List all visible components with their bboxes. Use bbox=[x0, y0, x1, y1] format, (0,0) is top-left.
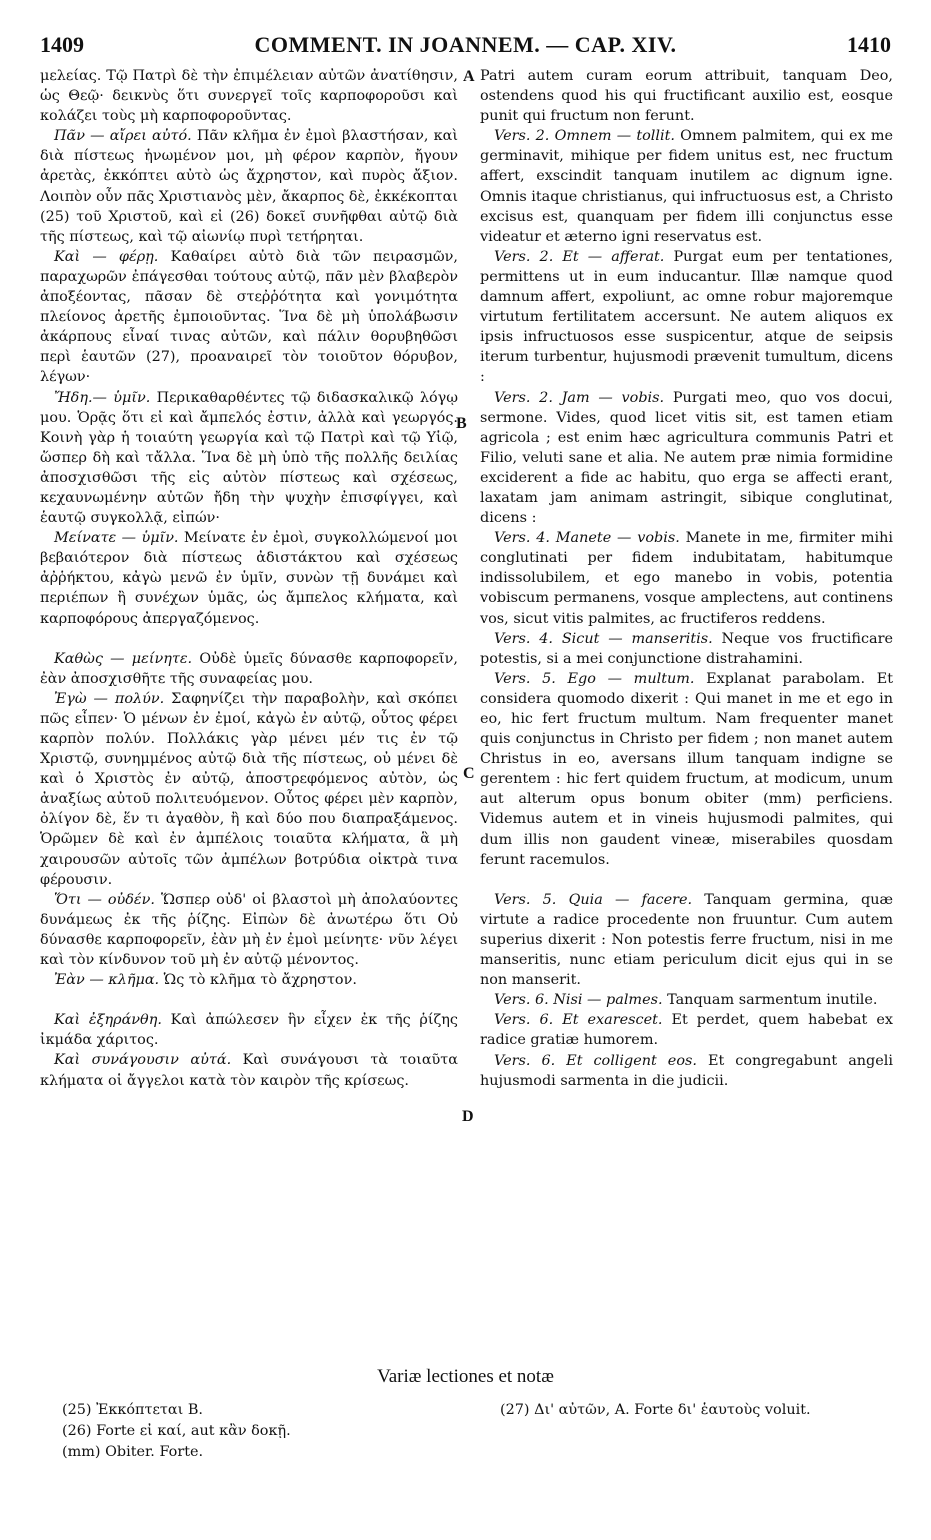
paragraph-text: Οὐδὲ ὑμεῖς δύνασθε καρποφορεῖν, ἐὰν ἀποσχισθῆτε τῆς συναφείας μου. bbox=[40, 650, 458, 687]
paragraph-text: Καὶ ἀπώλεσεν ἣν εἶχεν ἐκ τῆς ῥίζης ἰκμάδα χάριτος. bbox=[40, 1012, 458, 1049]
latin-paragraph bbox=[480, 1051, 893, 1091]
latin-paragraph bbox=[480, 669, 893, 870]
greek-paragraph bbox=[40, 890, 458, 970]
paragraph-text: Σαφηνίζει τὴν παραβολὴν, καὶ σκόπει πῶς εἶπεν· Ὁ μένων ἐν ἐμοί, κἀγὼ ἐν αὐτῷ, οὗτος φέρει καρπὸν πολύν. Πολλάκις γὰρ μένει μέν τις ἐν τῷ Χριστῷ, συνημμένος αὐτῷ διὰ τῆς πίστεως, οὐ μένει δὲ καὶ ὁ Χριστὸς ἐν αὐτῷ, ἀποστρεφόμενος αὐτὸν, ὡς ἀναξίως αὐτοῦ πολιτευόμενον. Οὗτος φέρει μὲν καρπὸν, ὀλίγον δὲ, ἕν τι ἀγαθὸν, ἢ καὶ δύο που διαπραξάμενος. Ὁρῶμεν δὲ καὶ ἐν ἀμπέλοις τοιαῦτα κλήματα, ἃ μὴ χαιρουσῶν αὐτοῖς τῶν ἀμπέλων βοτρύδια οἰκτρὰ τινα φέρουσιν. bbox=[40, 690, 458, 888]
latin-paragraph bbox=[480, 1010, 893, 1050]
greek-paragraph bbox=[40, 247, 458, 388]
greek-paragraph bbox=[40, 66, 458, 126]
page-number-right: 1410 bbox=[847, 32, 891, 57]
running-header bbox=[40, 30, 891, 60]
paragraph-text: Et congregabunt angeli hujusmodi sarmenta in die judicii. bbox=[480, 1052, 893, 1089]
lemma: Ἐγὼ — πολύν. bbox=[54, 690, 165, 707]
paragraph-text: Μείνατε ἐν ἐμοὶ, συγκολλώμενοί μοι βεβαιότερον διὰ πίστεως ἀδιστάκτου καὶ σχέσεως ἀῤῥήκτου, κἀγὼ μενῶ ἐν ὑμῖν, συνὼν τῇ δυνάμει καὶ περιέπων ἢ συνέχων ὑμᾶς, ὡς ἄμπελος κλήματα, καὶ καρποφόρους ἀπεργαζόμενος. bbox=[40, 530, 458, 627]
lemma: Vers. 5. Ego — multum. bbox=[494, 670, 695, 687]
paragraph-text: Purgat eum per tentationes, permittens ut in eum inducantur. Illæ namque quod damnum affert, expoliunt, ac omne robur majoremque virtutum fertilitatem accersunt. Ne autem aliquos ex ipsis infructuosos esse suspicentur, atque de seipsis iterum turbentur, hujusmodi prævenit tumultum, dicens : bbox=[480, 248, 893, 386]
lemma: Καὶ ἐξηράνθη. bbox=[54, 1012, 162, 1029]
latin-paragraph bbox=[480, 629, 893, 669]
footnote: (mm) Obiter. Forte. bbox=[62, 1444, 204, 1460]
paragraph-text: Neque vos fructificare potestis, si a mei conjunctione distrahamini. bbox=[480, 630, 894, 667]
greek-paragraph bbox=[40, 649, 458, 689]
greek-paragraph bbox=[40, 689, 458, 890]
lemma: Καθὼς — μείνητε. bbox=[54, 650, 193, 667]
paragraph-text: μελείας. Τῷ Πατρὶ δὲ τὴν ἐπιμέλειαν αὐτῶν ἀνατίθησιν, ὡς Θεῷ· δεικνὺς ὅτι συνεργεῖ τοῖς καρποφοροῦσι καὶ κολάζει τοὺς μὴ καρποφοροῦντας. bbox=[40, 68, 458, 125]
paragraph-text: Purgati meo, quo vos docui, sermone. Vides, quod licet vitis sit, est tamen etiam agricola ; est enim hæc agricultura communis Patri et Filio, veluti sane et alia. Ne autem præ nimia formidine exciderent a fide ac habitu, quo erga se affecti erant, laxatam jam animam astringit, sibique conglutinat, dicens : bbox=[480, 389, 894, 527]
latin-paragraph bbox=[480, 126, 893, 247]
lemma: Ἤδη.— ὑμῖν. bbox=[54, 389, 151, 406]
lemma: Πᾶν — αἴρει αὐτό. bbox=[54, 128, 192, 145]
lemma: Ὅτι — οὐδέν. bbox=[54, 891, 155, 908]
paragraph-text: Tanquam sarmentum inutile. bbox=[662, 992, 878, 1009]
paragraph-text: Patri autem curam eorum attribuit, tanquam Deo, ostendens quod his qui fructificant auxilio est, eosque punit qui fructum non ferunt. bbox=[480, 68, 893, 125]
lemma: Ἐὰν — κλῆμα. bbox=[54, 972, 160, 989]
paragraph-text: Omnem palmitem, qui ex me germinavit, mihique per fidem unitus est, nec fructum affert, exscindit tanquam inutilem ac dignum igne. Omnis itaque christianus, qui infructuosus est, a Christo excisus est, quanquam per fidem illi conjunctus esse videatur et æterno igni reservatus est. bbox=[480, 128, 894, 245]
notes-right bbox=[500, 1400, 811, 1421]
paragraph-text: Καθαίρει αὐτὸ διὰ τῶν πειρασμῶν, παραχωρῶν ἐπάγεσθαι τούτους αὐτῷ, πᾶν μὲν βλαβερὸν ἀποξέοντας, πᾶσαν δὲ στεῤῥότητα καὶ γονιμότητα πλείονος ἀρετῆς ἐμποιοῦντας. Ἵνα δὲ μὴ ὑπολάβωσιν ἀκάρπους εἶναί τινας αὐτῶν, καὶ πάλιν θορυβηθῶσι περὶ ἑαυτῶν (27), προαναιρεῖ τὸν τοιοῦτον θόρυβον, λέγων· bbox=[40, 248, 458, 386]
latin-paragraph bbox=[480, 890, 893, 990]
lemma: Vers. 6. Et colligent eos. bbox=[494, 1052, 697, 1069]
notes-title: Variæ lectiones et notæ bbox=[377, 1366, 554, 1387]
footnote: (27) Δι' αὐτῶν, A. Forte δι' ἑαυτοὺς voluit. bbox=[500, 1402, 811, 1418]
paragraph-text: Manete in me, firmiter mihi conglutinati per fidem indubitatam, habitumque indissolubilem, et ego manebo in vobis, potentia vobiscum permanens, vosque amplectens, aut continens vos, sicut vitis palmites, ac fructiferos reddens. bbox=[480, 530, 893, 627]
lemma: Vers. 2. Omnem — tollit. bbox=[494, 128, 675, 145]
latin-column bbox=[480, 66, 893, 1091]
paragraph-text: Πᾶν κλῆμα ἐν ἐμοὶ βλαστήσαν, καὶ διὰ πίστεως ἡνωμένον μοι, μὴ φέρον καρπὸν, ἤγουν ἀρετὰς, ἐκκόπτει αὐτὸ ὡς ἄχρηστον, καὶ πυρὸς ἄξιον. Λοιπὸν οὖν πᾶς Χριστιανὸς μὲν, ἄκαρπος δὲ, ἐκκέκοπται (25) τοῦ Χριστοῦ, καὶ εἰ (26) δοκεῖ συνῆφθαι αὐτῷ διὰ τῆς πίστεως, καὶ τῷ αἰωνίῳ πυρὶ τετήρηται. bbox=[40, 128, 458, 245]
footnote: (26) Forte εἰ καί, aut κἂν δοκῇ. bbox=[62, 1423, 291, 1439]
lemma: Vers. 6. Et exarescet. bbox=[494, 1012, 663, 1029]
greek-paragraph bbox=[40, 970, 458, 990]
greek-paragraph bbox=[40, 388, 458, 529]
lemma: Vers. 6. Nisi — palmes. bbox=[494, 992, 663, 1009]
greek-column bbox=[40, 66, 458, 1091]
lemma: Vers. 5. Quia — facere. bbox=[494, 891, 693, 908]
greek-paragraph bbox=[40, 1050, 458, 1090]
lemma: Vers. 4. Manete — vobis. bbox=[494, 530, 680, 547]
paragraph-text: Explanat parabolam. Et considera quomodo dixerit : Qui manet in me et ego in eo, hic fert fructum multum. Nam frequenter manet quis conjunctus in Christo per fidem ; non manet autem Christus in eo, aversans illum tanquam indigne se gerentem : hic fert quidem fructum, at modicum, unum aut alterum opus bonum obiter (mm) perficiens. Videmus autem et in vineis hujusmodi palmites, qui dum illis non gaudent vineæ, miserabiles quosdam ferunt racemulos. bbox=[480, 670, 893, 868]
latin-paragraph bbox=[480, 990, 893, 1010]
paragraph-text: Tanquam germina, quæ virtute a radice procedente non fruuntur. Cum autem superius dixerit : Non potestis ferre fructum, nisi in me manseritis, nunc etiam periculum dicit ejus qui in se non manserit. bbox=[480, 891, 893, 989]
latin-paragraph bbox=[480, 388, 893, 529]
paragraph-text: Περικαθαρθέντες τῷ διδασκαλικῷ λόγῳ μου. Ὁρᾷς ὅτι εἰ καὶ ἄμπελός ἐστιν, ἀλλὰ καὶ γεωργός. Κοινὴ γὰρ ἡ τοιαύτη γεωργία καὶ τῷ Πατρὶ καὶ τῷ Υἱῷ, ὥσπερ δὴ καὶ τἄλλα. Ἵνα δὲ μὴ ὑπὸ τῆς πολλῆς δειλίας ἀποσχισθῶσι τῆς εἰς αὐτὸν πίστεως καὶ σχέσεως, κεχαυνωμένην αὐτῶν ἤδη τὴν ψυχὴν ἐπισφίγγει, καὶ ἑαυτῷ συγκολλᾷ, εἰπών· bbox=[40, 389, 458, 527]
notes-left bbox=[62, 1400, 291, 1463]
lemma: Vers. 2. Et — afferat. bbox=[494, 248, 665, 265]
latin-paragraph bbox=[480, 247, 893, 388]
footnote: (25) Ἐκκόπτεται B. bbox=[62, 1402, 203, 1418]
lemma: Μείνατε — ὑμῖν. bbox=[54, 530, 179, 547]
page-number-left: 1409 bbox=[40, 32, 84, 57]
latin-paragraph bbox=[480, 66, 893, 126]
margin-marker-b: B bbox=[456, 415, 467, 432]
paragraph-text: Et perdet, quem habebat ex radice gratiæ humorem. bbox=[480, 1012, 893, 1049]
greek-paragraph bbox=[40, 1010, 458, 1050]
margin-marker-c: C bbox=[463, 765, 475, 782]
running-title: COMMENT. IN JOANNEM. — CAP. XIV. bbox=[254, 32, 677, 57]
margin-marker-a: A bbox=[463, 68, 475, 85]
margin-marker-d: D bbox=[462, 1108, 474, 1125]
latin-paragraph bbox=[480, 528, 893, 628]
lemma: Vers. 4. Sicut — manseritis. bbox=[494, 630, 713, 647]
lemma: Vers. 2. Jam — vobis. bbox=[494, 389, 665, 406]
paragraph-text: Καὶ συνάγουσι τὰ τοιαῦτα κλήματα οἱ ἄγγελοι κατὰ τὸν καιρὸν τῆς κρίσεως. bbox=[40, 1052, 458, 1089]
greek-paragraph bbox=[40, 528, 458, 628]
lemma: Καὶ συνάγουσιν αὐτά. bbox=[54, 1052, 232, 1069]
paragraph-text: Ὥσπερ οὐδ' οἱ βλαστοὶ μὴ ἀπολαύοντες δυνάμεως ἐκ τῆς ῥίζης. Εἰπὼν δὲ ἀνωτέρω ὅτι Οὐ δύνασθε καρποφορεῖν, ἐὰν μὴ ἐν ἐμοὶ μείνητε· νῦν λέγει καὶ τὸν κίνδυνον τοῦ μὴ ἐν αὐτῷ μένοντος. bbox=[40, 891, 458, 969]
lemma: Καὶ — φέρῃ. bbox=[54, 248, 159, 265]
greek-paragraph bbox=[40, 126, 458, 247]
paragraph-text: Ὡς τὸ κλῆμα τὸ ἄχρηστον. bbox=[159, 972, 357, 989]
